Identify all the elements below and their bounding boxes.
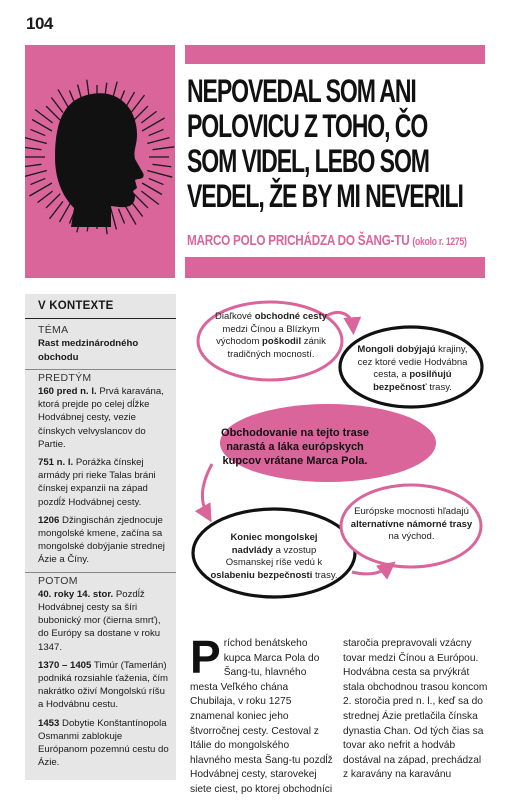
ray-line (25, 170, 47, 176)
theme-label: TÉMA (38, 324, 69, 337)
context-sidebar (25, 294, 176, 780)
timeline-entry: 40. roky 14. stor. Pozdĺž Hodvábnej cesty sa šíri bubonický mor (čierna smrť), do Európy sa dostane v roku 1347. (38, 588, 161, 653)
title-stripe-bottom (185, 257, 485, 278)
article-text-1: ríchod benátskeho kupca Marca Pola do Šang-tu, hlavného mesta Veľkého chána Chubilaja, v roku 1275 znamenal koniec jeho štvorročnej cesty. Cestoval z Itálie do mongolského hlavného mesta Šang-tu pozdĺž Hodvábnej cesty, starovekej siete ciest, po ktorej obchodníci (190, 638, 333, 795)
ray-line (142, 183, 162, 195)
page-number: 104 (26, 14, 53, 33)
ray-line (147, 170, 172, 177)
ray-line (147, 138, 169, 144)
ray-line (30, 129, 45, 135)
context-title: V KONTEXTE (25, 294, 176, 319)
ray-line (131, 201, 143, 216)
headline-line: POLOVICU Z TOHO, ČO (187, 108, 428, 144)
ray-line (50, 201, 63, 218)
arrow-3 (352, 566, 390, 574)
ray-line (149, 178, 164, 184)
bubble-2-text: Mongoli dobýjajú krajiny, cez ktoré vedie Hodvábna cesta, a posilňujú bezpečnosť trasy. (357, 344, 468, 393)
before-label: PREDTÝM (25, 369, 176, 385)
center-bubble-text: Obchodovanie na tejto trase narastá a láka európskych kupcov vrátane Marca Pola. (221, 427, 369, 467)
head-silhouette-icon (25, 45, 175, 278)
ray-line (153, 164, 172, 166)
ray-line (153, 147, 175, 150)
after-label: POTOM (25, 572, 176, 588)
ray-line (110, 207, 116, 229)
headline-line: VEDEL, ŽE BY MI NEVERILI (187, 178, 463, 214)
headline-line: SOM VIDEL, LEBO SOM (187, 143, 429, 179)
article-column-1 (190, 631, 333, 798)
headline (187, 73, 463, 214)
drop-cap: P (190, 631, 221, 683)
bubble-1-text: Diaľkové obchodné cesty medzi Čínou a Blízkym východom poškodil zánik tradičných mocností. (214, 311, 328, 360)
title-stripe-top (185, 45, 485, 64)
arrow-2 (202, 464, 212, 516)
subtitle (187, 232, 467, 249)
ray-line (25, 137, 47, 144)
bubble-4-text: Európske mocnosti hľadajú alternatívne námorné trasy na východ. (350, 506, 473, 542)
ray-line (32, 120, 52, 132)
timeline-entry: 1370 – 1405 Timúr (Tamerlán) podniká rozsiahle ťaženia, čím nakrátko oživí Mongolskú ríšu a Hodvábnu cestu. (38, 659, 168, 711)
ray-line (25, 147, 41, 149)
ray-line (25, 164, 41, 167)
timeline-entry: 1453 Dobytie Konštantínopola Osmanmi zablokuje Európanom pozemnú cestu do Ázie. (38, 717, 169, 769)
ray-line (149, 129, 164, 135)
headline-line: NEPOVEDAL SOM ANI (187, 73, 416, 109)
timeline-entry: 751 n. l. Porážka čínskej armády pri rieke Talas bráni čínskej expanzii na západ pozdĺž Hodvábnej cesty. (38, 457, 156, 508)
timeline-entry: 160 pred n. l. Prvá karavána, ktorá prejde po celej dĺžke Hodvábnej cesty, vezie čínskych velvyslancov do Partie. (38, 386, 164, 450)
ray-line (37, 191, 52, 203)
illustration-panel (25, 45, 175, 278)
subtitle-main: MARCO POLO PRICHÁDZA DO ŠANG-TU (187, 232, 410, 249)
ray-line (46, 106, 60, 120)
theme-text: Rast medzinárodného obchodu (38, 338, 139, 363)
ray-line (35, 110, 52, 123)
ray-line (134, 194, 148, 208)
ray-line (131, 95, 144, 112)
ray-line (30, 178, 45, 184)
ray-line (46, 194, 60, 208)
ray-line (141, 111, 156, 123)
ray-line (134, 106, 148, 120)
ray-line (51, 97, 63, 112)
timeline-entry: 1206 Džingischán zjednocuje mongolské kmene, začína sa mongolské dobýjanie strednej Ázie a Číny. (38, 514, 165, 566)
article-column-2: staročia prepravovali vzácny tovar medzi Čínou a Európou. Hodvábna cesta sa prvýkrát stala obchodnou trasou koncom 2. storočia pred n. l., keď sa do strednej Ázie pretlačila čínska dynastia Chan. Od tých čias sa tovar ako nefrit a hodváb dostával na západ, prechádzal z karavány na karavánu (343, 638, 488, 781)
subtitle-date: (okolo r. 1275) (412, 236, 467, 248)
bubble-3-text: Koniec mongolskej nadvlády a vzostup Osmanskej ríše vedú k oslabeniu bezpečnosti trasy. (210, 532, 338, 581)
ray-line (118, 209, 124, 224)
ray-line (141, 191, 158, 204)
ray-line (60, 202, 72, 222)
